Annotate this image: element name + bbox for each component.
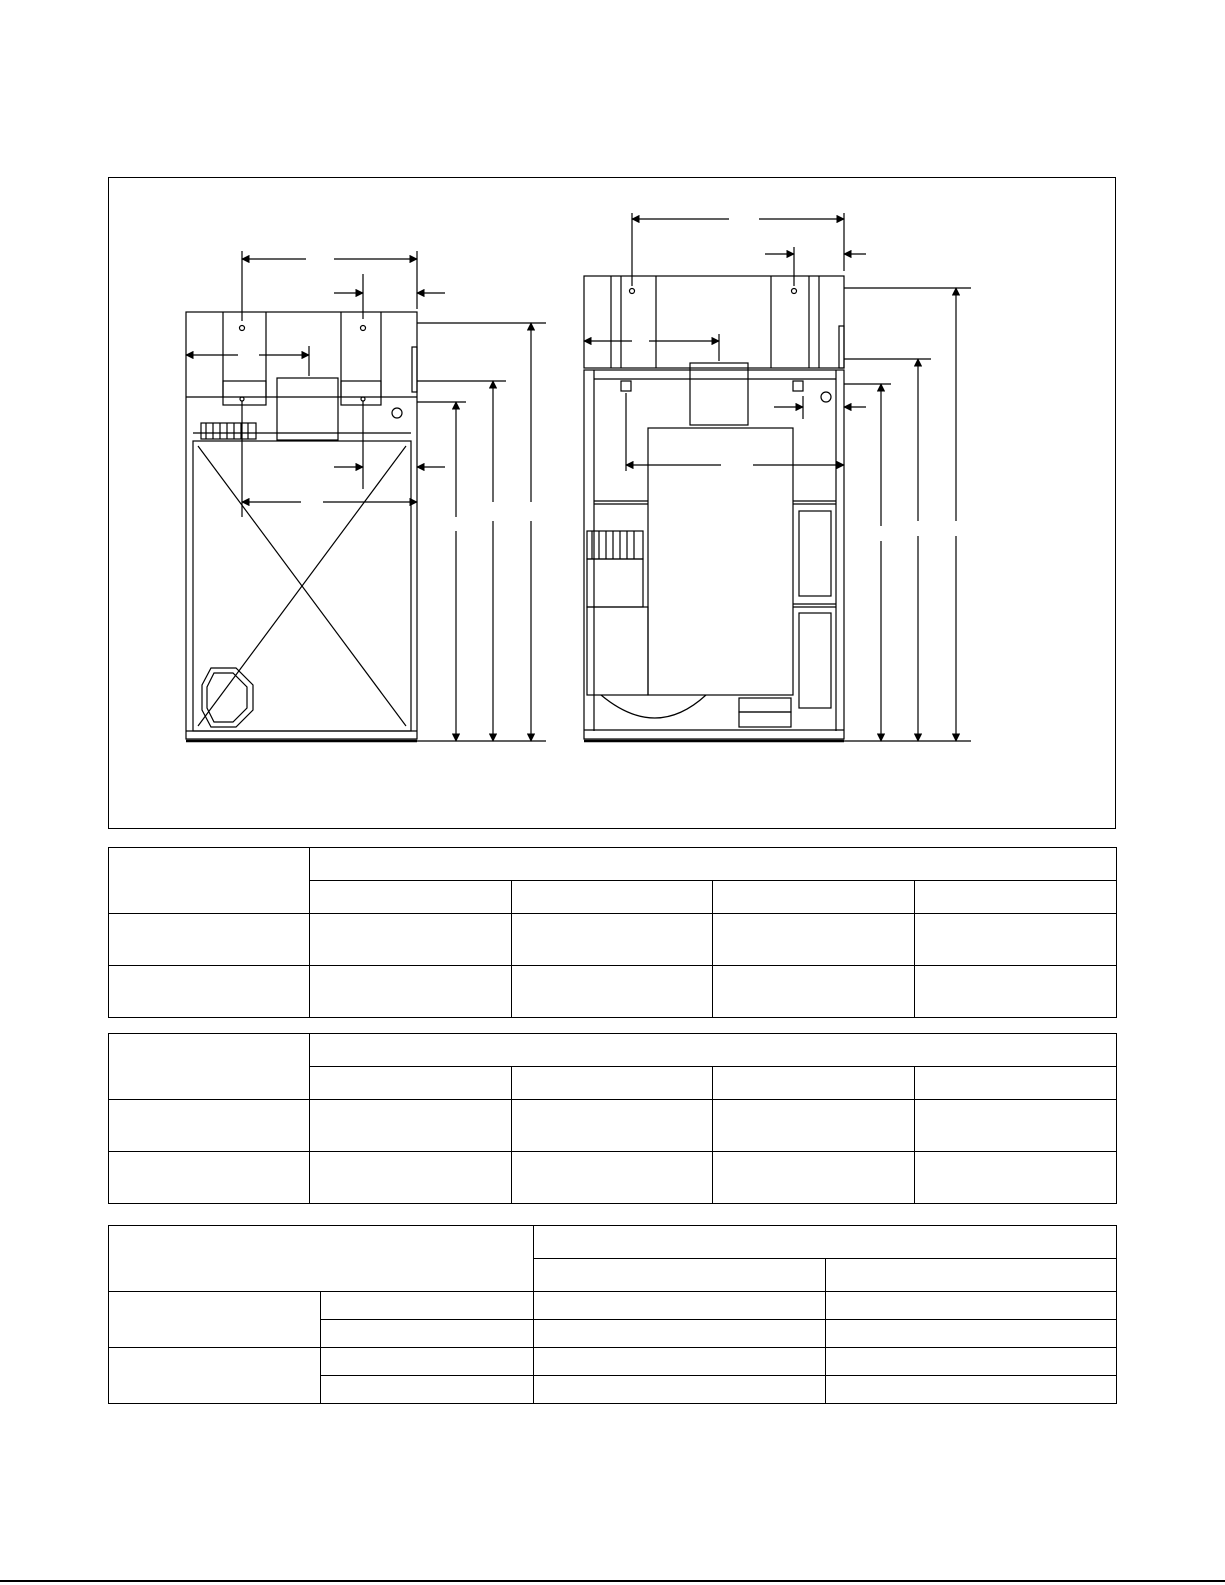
table-1-col-header <box>713 881 915 914</box>
table-2-header-label <box>109 1034 310 1100</box>
page-bottom-rule <box>0 1580 1225 1582</box>
table-row <box>109 914 1117 966</box>
table-row <box>109 966 1117 1018</box>
table-row <box>109 1292 1117 1320</box>
front-view-cabinet <box>186 312 417 741</box>
rear-view-dimensions <box>584 213 971 741</box>
table-1-header-label <box>109 848 310 914</box>
table-2-col-header <box>310 1067 512 1100</box>
table-1-col-header <box>512 881 713 914</box>
table-2-col-header <box>512 1067 713 1100</box>
table-3-col-header <box>534 1259 826 1292</box>
table-3-header-group <box>534 1226 1117 1259</box>
table-2-header-group <box>310 1034 1117 1067</box>
dimension-table-3 <box>108 1225 1117 1404</box>
dimension-table-2 <box>108 1033 1117 1204</box>
table-row <box>109 1348 1117 1376</box>
table-1-col-header <box>310 881 512 914</box>
figure-frame <box>108 177 1116 829</box>
table-2-col-header <box>915 1067 1117 1100</box>
table-1-header-group <box>310 848 1117 881</box>
table-3-header-label <box>109 1226 534 1292</box>
table-1-col-header <box>915 881 1117 914</box>
front-view-dimensions <box>186 251 546 741</box>
dimension-drawing <box>109 178 1115 828</box>
table-row <box>109 1100 1117 1152</box>
table-row <box>109 1152 1117 1204</box>
dimension-table-1 <box>108 847 1117 1018</box>
table-3-col-header <box>826 1259 1117 1292</box>
table-2-col-header <box>713 1067 915 1100</box>
rear-view-cabinet <box>584 276 844 741</box>
